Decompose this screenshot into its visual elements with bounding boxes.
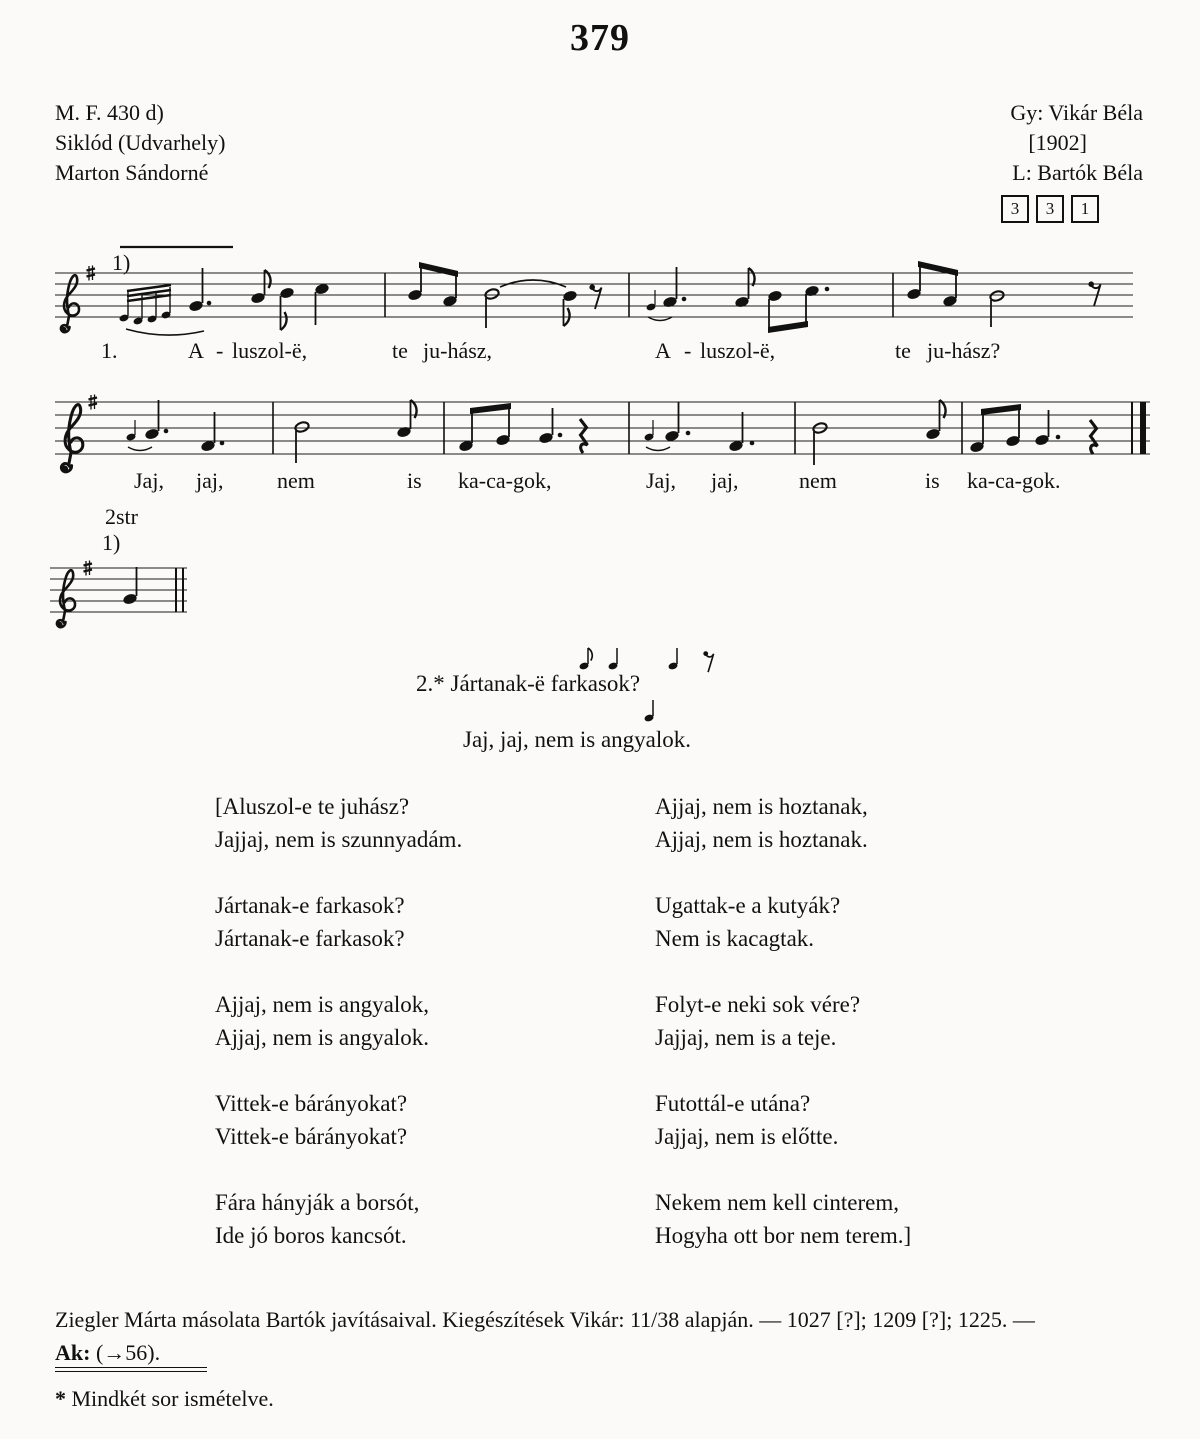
hyphen: - bbox=[684, 338, 692, 363]
slur bbox=[646, 447, 670, 451]
syllable: is bbox=[925, 468, 940, 493]
syllable: ka-ca-gok. bbox=[967, 468, 1061, 493]
staff-2 bbox=[55, 395, 1150, 473]
collector: Gy: Vikár Béla bbox=[1010, 100, 1143, 125]
stanza bbox=[655, 790, 911, 856]
slur bbox=[128, 447, 152, 451]
syllable: Jaj, bbox=[646, 468, 676, 493]
verse-line: Ajjaj, nem is hoztanak, bbox=[655, 794, 868, 819]
second-strophe-line1: 2.* Jártanak-ë farkasok? bbox=[416, 671, 641, 696]
verse-line: Jajjaj, nem is előtte. bbox=[655, 1124, 839, 1149]
strophe-label: 2str bbox=[105, 504, 138, 529]
location: Siklód (Udvarhely) bbox=[55, 130, 226, 155]
beam bbox=[981, 404, 1021, 415]
stanza bbox=[655, 988, 911, 1054]
footnote-separator bbox=[55, 1367, 207, 1372]
stanza bbox=[215, 1087, 462, 1153]
footnote-text: Mindkét sor ismételve. bbox=[66, 1386, 274, 1411]
syllable: ju-hász, bbox=[423, 338, 493, 363]
syllable: nem bbox=[799, 468, 837, 493]
beam bbox=[470, 403, 511, 414]
verse-line: Jajjaj, nem is a teje. bbox=[655, 1025, 837, 1050]
variant-box: 3 bbox=[1036, 195, 1064, 223]
staff-1 bbox=[55, 247, 1133, 335]
stanza bbox=[215, 790, 462, 856]
verse-line: Folyt-e neki sok vére? bbox=[655, 992, 861, 1017]
stanza bbox=[655, 889, 911, 955]
syllable: A bbox=[655, 338, 671, 363]
verse-line: Nekem nem kell cinterem, bbox=[655, 1190, 899, 1215]
ak-label: Ak: bbox=[55, 1340, 91, 1365]
verse-line: Jajjaj, nem is szunnyadám. bbox=[215, 827, 463, 852]
verse-line: [Aluszol-e te juhász? bbox=[215, 794, 410, 819]
variant-footnote-mark: 1) bbox=[102, 530, 121, 555]
second-strophe-line2: Jaj, jaj, nem is angyalok. bbox=[463, 727, 692, 752]
verse-line: Nem is kacagtak. bbox=[655, 926, 815, 951]
syllable: te bbox=[895, 338, 911, 363]
footnote-marker: * bbox=[55, 1386, 66, 1411]
variant-box: 3 bbox=[1001, 195, 1029, 223]
verse-line: Ajjaj, nem is angyalok. bbox=[215, 1025, 429, 1050]
performer: Marton Sándorné bbox=[55, 160, 209, 185]
variant-staff bbox=[50, 561, 187, 628]
syllable: Jaj, bbox=[134, 468, 164, 493]
footnote bbox=[55, 1386, 274, 1412]
syllable: A bbox=[188, 338, 204, 363]
verse-line: Jártanak-e farkasok? bbox=[215, 926, 405, 951]
beam bbox=[768, 321, 808, 333]
verse-line: Hogyha ott bor nem terem.] bbox=[655, 1223, 912, 1248]
stanza bbox=[655, 1186, 911, 1252]
verse-column-left bbox=[215, 790, 462, 1285]
stanza bbox=[215, 889, 462, 955]
hyphen: - bbox=[216, 338, 224, 363]
syllable: ka-ca-gok, bbox=[458, 468, 552, 493]
verse-line: Ide jó boros kancsót. bbox=[215, 1223, 407, 1248]
verse-line: Jártanak-e farkasok? bbox=[215, 893, 405, 918]
verse-column-right bbox=[655, 790, 911, 1285]
verse-line: Fára hányják a borsót, bbox=[215, 1190, 420, 1215]
syllable: nem bbox=[277, 468, 315, 493]
collection-year: [1902] bbox=[1028, 130, 1087, 155]
beam bbox=[419, 262, 458, 277]
syllable: luszol-ë, bbox=[232, 338, 308, 363]
slur bbox=[126, 329, 204, 335]
verse-line: Ajjaj, nem is hoztanak. bbox=[655, 827, 868, 852]
syllable: luszol-ë, bbox=[700, 338, 776, 363]
verse-number: 1. bbox=[101, 338, 118, 363]
stanza bbox=[215, 1186, 462, 1252]
verse-line: Futottál-e utána? bbox=[655, 1091, 811, 1116]
verse-line: Vittek-e bárányokat? bbox=[215, 1124, 408, 1149]
stanza bbox=[655, 1087, 911, 1153]
variant-box: 1 bbox=[1071, 195, 1099, 223]
page-title: 379 bbox=[570, 17, 630, 59]
critical-notes bbox=[55, 1303, 1165, 1369]
verse-line: Ugattak-e a kutyák? bbox=[655, 893, 841, 918]
syllable: ju-hász? bbox=[927, 338, 1001, 363]
verse-line: Vittek-e bárányokat? bbox=[215, 1091, 408, 1116]
beam bbox=[918, 261, 958, 276]
stanza bbox=[215, 988, 462, 1054]
syllable: te bbox=[392, 338, 408, 363]
ak-reference: (→56). bbox=[90, 1340, 161, 1365]
verse-line: Ajjaj, nem is angyalok, bbox=[215, 992, 429, 1017]
source-reference: M. F. 430 d) bbox=[55, 100, 164, 125]
rhythm-annotation bbox=[579, 648, 714, 672]
rhythm-annotation-single bbox=[644, 700, 655, 722]
syllable: jaj, bbox=[711, 468, 739, 493]
transcriber: L: Bartók Béla bbox=[1012, 160, 1143, 185]
syllable: jaj, bbox=[196, 468, 224, 493]
staff1-footnote-mark: 1) bbox=[112, 250, 131, 275]
syllable: is bbox=[407, 468, 422, 493]
critical-notes-text: Ziegler Márta másolata Bartók javításaival. Kiegészítések Vikár: 11/38 alapján. — 1027 [?]; 1209 [?]; 1225. — bbox=[55, 1307, 1035, 1332]
